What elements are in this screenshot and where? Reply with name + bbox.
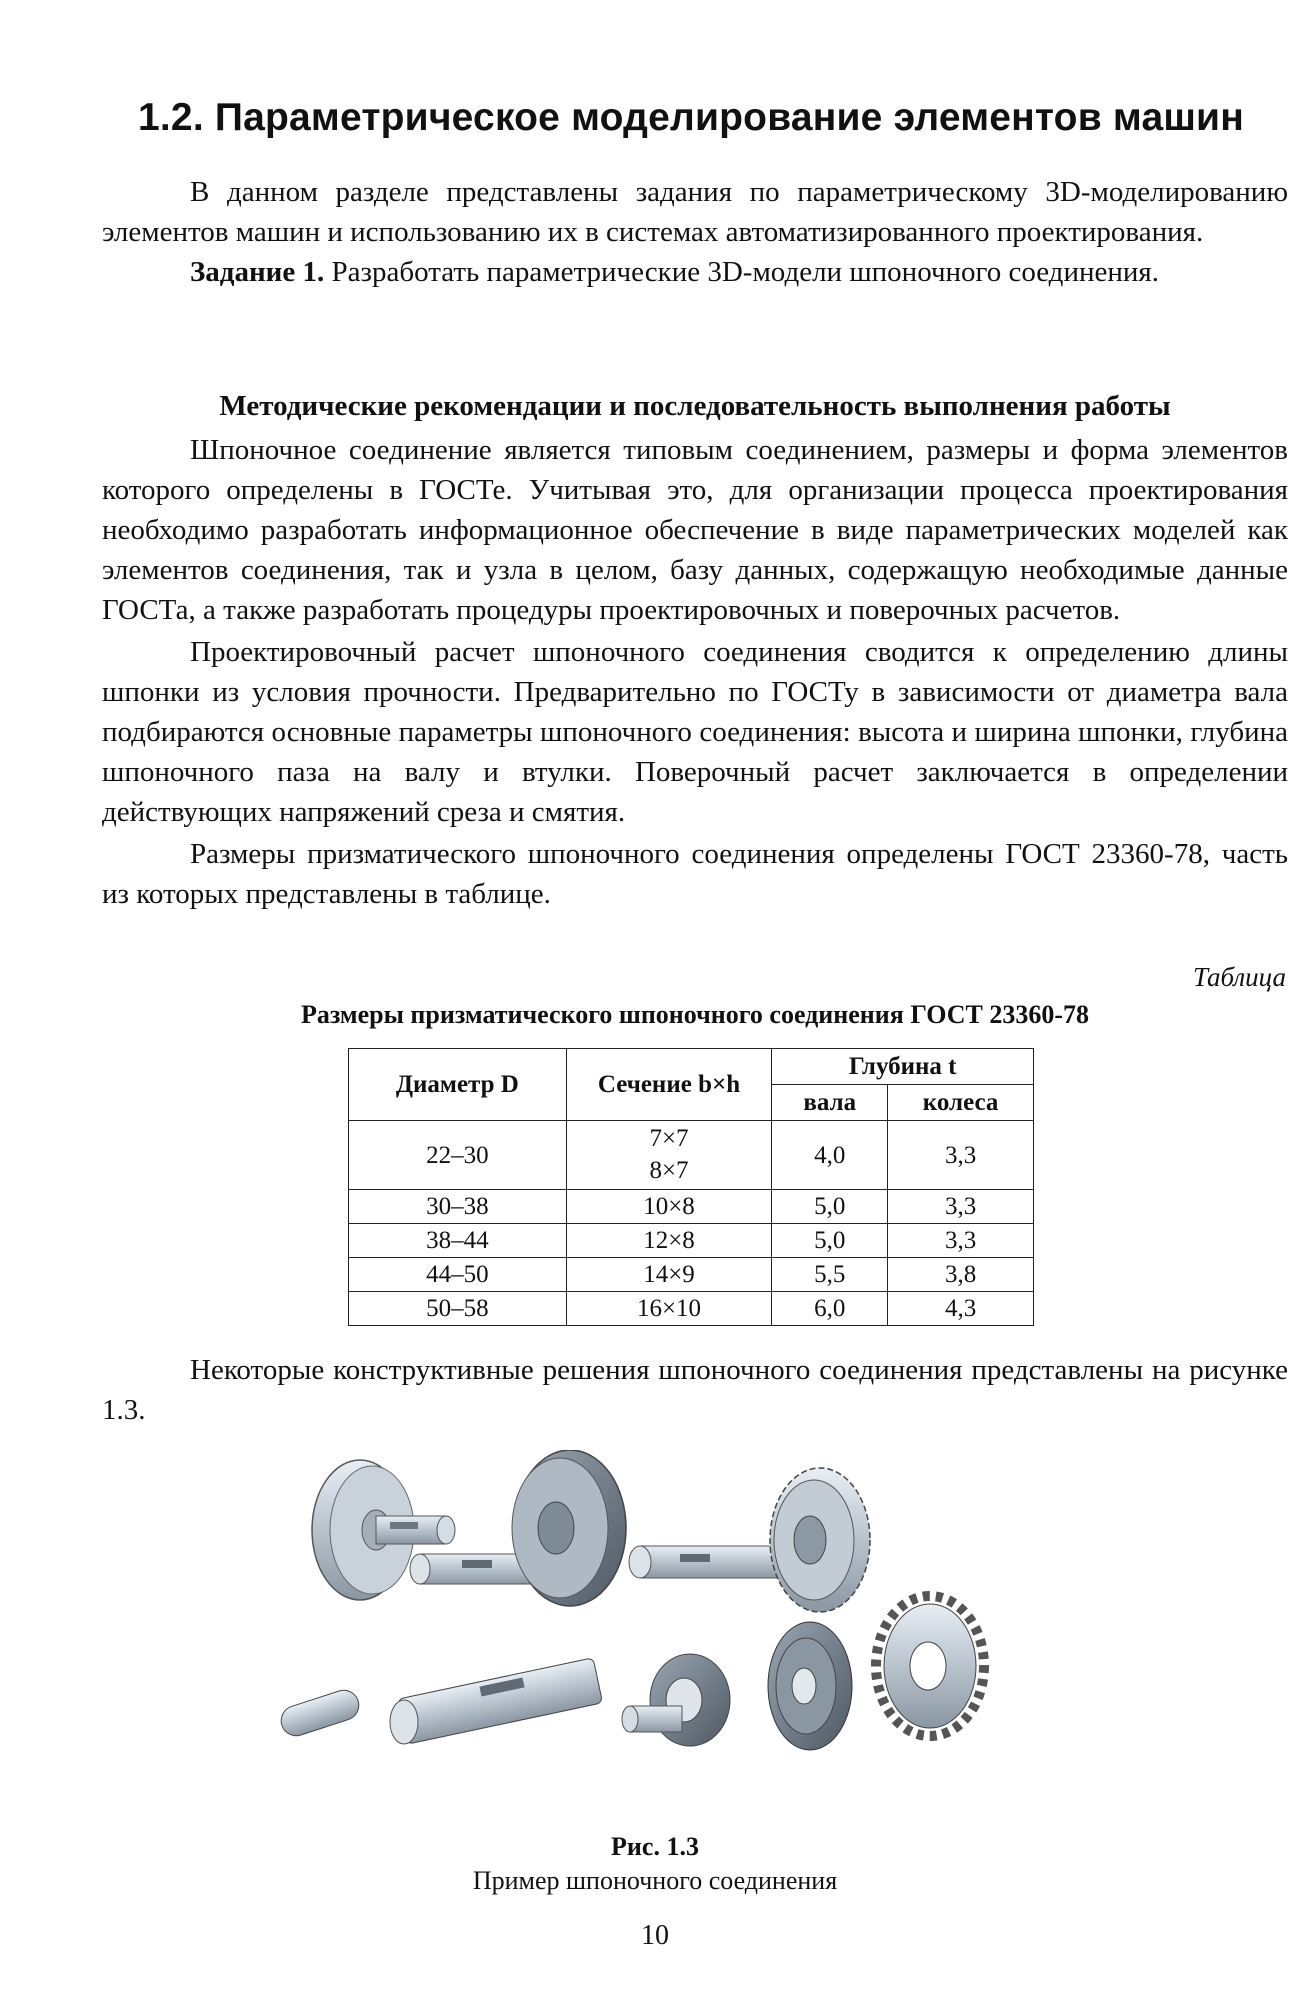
cell-diameter: 44–50 bbox=[349, 1258, 567, 1292]
methods-block bbox=[102, 430, 1288, 914]
table-row bbox=[349, 1121, 1034, 1190]
cell-hub: 3,3 bbox=[888, 1224, 1034, 1258]
cell-shaft: 5,0 bbox=[772, 1224, 888, 1258]
section-title: 1.2. Параметрическое моделирование элементов машин bbox=[138, 96, 1244, 139]
cell-section: 14×9 bbox=[566, 1258, 772, 1292]
cell-shaft: 5,0 bbox=[772, 1190, 888, 1224]
methods-heading: Методические рекомендации и последовательность выполнения работы bbox=[219, 390, 1171, 422]
cell-section-a: 7×7 bbox=[649, 1125, 689, 1152]
after-table-paragraph: Некоторые конструктивные решения шпоночного соединения представлены на рисунке 1.3. bbox=[102, 1354, 1288, 1426]
cell-section: 16×10 bbox=[566, 1292, 772, 1326]
cell-diameter: 30–38 bbox=[349, 1190, 567, 1224]
table-row bbox=[349, 1292, 1034, 1326]
table-label: Таблица bbox=[1192, 962, 1286, 992]
figure-caption: Пример шпоночного соединения bbox=[472, 1866, 838, 1895]
cell-section: 10×8 bbox=[566, 1190, 772, 1224]
dimensions-table bbox=[348, 1048, 1034, 1326]
cell-hub: 3,8 bbox=[888, 1258, 1034, 1292]
cell-hub: 4,3 bbox=[888, 1292, 1034, 1326]
pulley-part-icon bbox=[768, 1622, 852, 1750]
figure-number: Рис. 1.3 bbox=[611, 1832, 699, 1861]
task-text: Разработать параметрические 3D-модели шпоночного соединения. bbox=[324, 256, 1159, 288]
header-diameter: Диаметр D bbox=[349, 1049, 567, 1121]
cell-hub: 3,3 bbox=[888, 1190, 1034, 1224]
header-hub: колеса bbox=[888, 1085, 1034, 1121]
header-shaft: вала bbox=[772, 1085, 888, 1121]
intro-paragraph: В данном разделе представлены задания по параметрическому 3D-моделированию элементов машин и использованию их в системах автоматизированного проектирования. bbox=[102, 176, 1288, 248]
hub-part-icon bbox=[622, 1654, 730, 1746]
table-row bbox=[349, 1190, 1034, 1224]
gear-part-icon bbox=[876, 1596, 984, 1736]
cell-shaft: 5,5 bbox=[772, 1258, 888, 1292]
table-row bbox=[349, 1258, 1034, 1292]
key-connection-figure bbox=[280, 1450, 1120, 1780]
methods-paragraph-3: Размеры призматического шпоночного соединения определены ГОСТ 23360-78, часть из которых представлены в таблице. bbox=[102, 838, 1288, 910]
key-part-icon bbox=[280, 1686, 363, 1739]
page-number: 10 bbox=[641, 1920, 669, 1951]
keyed-shaft-icon bbox=[390, 1658, 603, 1745]
table-row bbox=[349, 1224, 1034, 1258]
cell-hub: 3,3 bbox=[888, 1121, 1034, 1190]
cell-diameter: 50–58 bbox=[349, 1292, 567, 1326]
cell-section-b: 8×7 bbox=[649, 1157, 689, 1184]
intro-block bbox=[102, 172, 1288, 292]
cell-diameter: 38–44 bbox=[349, 1224, 567, 1258]
after-table-block bbox=[102, 1350, 1288, 1430]
methods-paragraph-1: Шпоночное соединение является типовым соединением, размеры и форма элементов которого определены в ГОСТе. Учитывая это, для организации процесса проектирования необходимо разработать информационное обеспечение в виде параметрических моделей как элементов соединения, так и узла в целом, базу данных, содержащую необходимые данные ГОСТа, а также разработать процедуры проектировочных и поверочных расчетов. bbox=[102, 434, 1288, 626]
task-paragraph bbox=[102, 252, 1288, 292]
gear-shaft-assembly-icon bbox=[629, 1468, 870, 1612]
cell-shaft: 6,0 bbox=[772, 1292, 888, 1326]
cell-shaft: 4,0 bbox=[772, 1121, 888, 1190]
methods-paragraph-2: Проектировочный расчет шпоночного соединения сводится к определению длины шпонки из условия прочности. Предварительно по ГОСТу в зависимости от диаметра вала подбираются основные параметры шпоночного соединения: высота и ширина шпонки, глубина шпоночного паза на валу и втулки. Поверочный расчет заключается в определении действующих напряжений среза и смятия. bbox=[102, 636, 1288, 828]
cell-diameter: 22–30 bbox=[349, 1121, 567, 1190]
header-depth: Глубина t bbox=[772, 1049, 1034, 1085]
table-caption: Размеры призматического шпоночного соединения ГОСТ 23360-78 bbox=[300, 1000, 1090, 1029]
cell-section bbox=[566, 1121, 772, 1190]
cell-section: 12×8 bbox=[566, 1224, 772, 1258]
header-section: Сечение b×h bbox=[566, 1049, 772, 1121]
task-label: Задание 1. bbox=[190, 256, 325, 288]
